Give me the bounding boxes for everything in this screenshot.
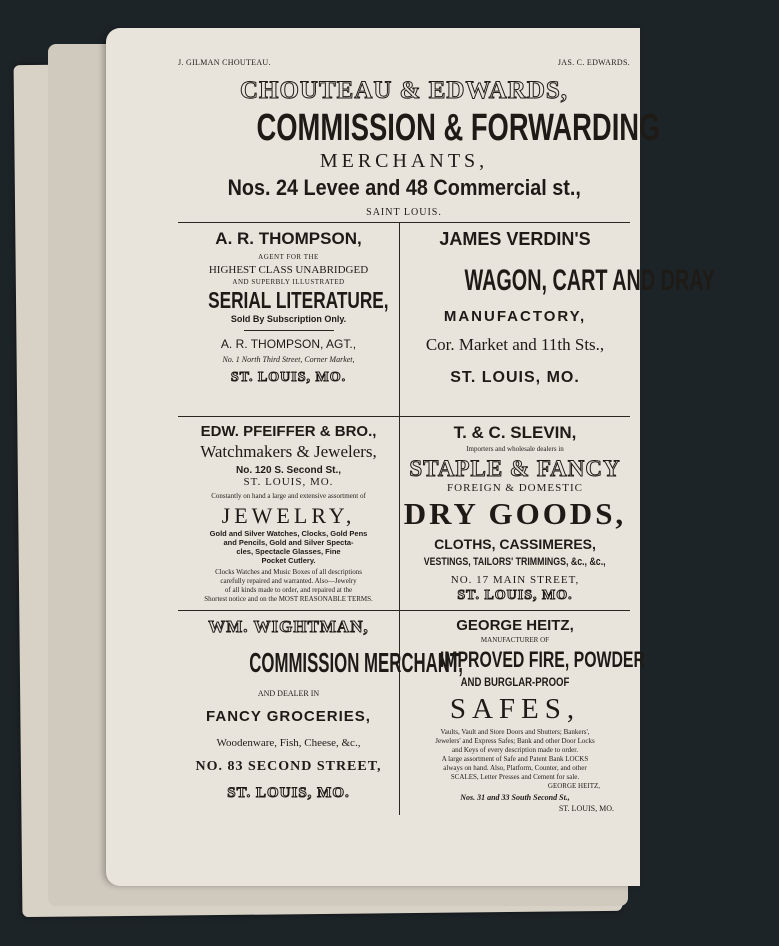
ad-thompson [178, 223, 400, 417]
pfeiffer-line5: Constantly on hand a large and extensive assortment of [211, 492, 366, 500]
pfeiffer-line6: JEWELRY, [221, 503, 356, 528]
slevin-line2: Importers and wholesale dealers in [466, 445, 564, 453]
slevin-line8: NO. 17 MAIN STREET, [450, 574, 580, 586]
slevin-line3: STAPLE & FANCY [409, 456, 621, 481]
heitz-line13: Nos. 31 and 33 South Second St., [460, 793, 570, 802]
heitz-line11: SCALES, Letter Presses and Cement for sale. [450, 773, 580, 781]
partner-left: J. GILMAN CHOUTEAU. [178, 58, 271, 67]
heitz-line4: AND BURGLAR-PROOF [460, 675, 570, 689]
thompson-name: A. R. THOMPSON, [215, 229, 362, 248]
slevin-line6: CLOTHS, CASSIMERES, [434, 536, 596, 552]
firm-name: CHOUTEAU & EDWARDS, [239, 77, 569, 104]
heitz-line2: MANUFACTURER OF [480, 636, 550, 644]
wightman-line7: ST. LOUIS, MO. [227, 785, 350, 801]
thompson-line2: HIGHEST CLASS UNABRIDGED [208, 264, 369, 276]
wightman-line6: NO. 83 SECOND STREET, [195, 759, 382, 774]
heitz-line3: IMPROVED FIRE, POWDER [439, 647, 645, 672]
ad-heitz [400, 611, 645, 815]
slevin-line4: FOREIGN & DOMESTIC [447, 482, 583, 494]
pfeiffer-line7: Gold and Silver Watches, Clocks, Gold Pens [209, 529, 368, 538]
heitz-line5: SAFES, [449, 693, 581, 725]
pfeiffer-line12: carefully repaired and warranted. Also—Jewelry [220, 577, 357, 585]
pfeiffer-line11: Clocks Watches and Music Boxes of all descriptions [215, 568, 362, 576]
heitz-line7: Jewelers' and Express Safes; Bank and other Door Locks [435, 737, 595, 745]
firm-business: COMMISSION & FORWARDING [256, 107, 661, 149]
firm-merchants: MERCHANTS, [319, 150, 489, 172]
ornament-rule [244, 330, 334, 331]
pfeiffer-line14: Shortest notice and on the MOST REASONABLE TERMS. [204, 595, 373, 603]
heitz-line1: GEORGE HEITZ, [456, 617, 574, 634]
thompson-line6: A. R. THOMPSON, AGT., [220, 337, 357, 351]
pfeiffer-line3: No. 120 S. Second St., [235, 465, 342, 476]
partner-right: JAS. C. EDWARDS. [557, 58, 630, 67]
thompson-line3: AND SUPERBLY ILLUSTRATED [232, 278, 345, 286]
ad-slevin [400, 417, 630, 611]
verdin-line3: MANUFACTORY, [443, 308, 587, 325]
advertisement-page [106, 28, 715, 886]
ad-wightman [178, 611, 463, 815]
heitz-line12: GEORGE HEITZ, [547, 782, 600, 790]
thompson-line8: ST. LOUIS, MO. [230, 370, 347, 385]
ad-grid [178, 223, 715, 815]
slevin-line5: DRY GOODS, [403, 496, 627, 531]
firm-city: SAINT LOUIS. [178, 207, 630, 223]
wightman-line4: FANCY GROCERIES, [206, 708, 371, 725]
page-content [178, 58, 715, 815]
slevin-line9: ST. LOUIS, MO. [457, 588, 573, 603]
heitz-line9: A large assortment of Safe and Patent Bank LOCKS [441, 755, 589, 763]
heitz-line10: always on hand. Also, Platform, Counter, and other [443, 764, 587, 772]
pfeiffer-line1: EDW. PFEIFFER & BRO., [200, 423, 377, 440]
ad-verdin [400, 223, 715, 417]
verdin-line2: WAGON, CART AND DRAY [464, 264, 715, 297]
heitz-line14: ST. LOUIS, MO. [558, 804, 614, 813]
wightman-line3: AND DEALER IN [257, 689, 320, 698]
pfeiffer-line8: and Pencils, Gold and Silver Specta- [223, 538, 354, 547]
ad-pfeiffer [178, 417, 400, 611]
partner-names [178, 58, 630, 67]
thompson-line7: No. 1 North Third Street, Corner Market, [222, 355, 355, 364]
thompson-line4: SERIAL LITERATURE, [208, 287, 389, 313]
pfeiffer-line2: Watchmakers & Jewelers, [200, 442, 377, 461]
pfeiffer-line9: cles, Spectacle Glasses, Fine [236, 547, 341, 556]
thompson-line1: AGENT FOR THE [258, 253, 319, 261]
verdin-line1: JAMES VERDIN'S [439, 229, 591, 249]
wightman-line5: Woodenware, Fish, Cheese, &c., [216, 737, 361, 749]
firm-address: Nos. 24 Levee and 48 Commercial st., [227, 175, 581, 200]
slevin-line7: VESTINGS, TAILORS' TRIMMINGS, &c., &c., [424, 556, 606, 568]
verdin-line4: Cor. Market and 11th Sts., [425, 335, 605, 354]
wightman-line1: WM. WIGHTMAN, [208, 617, 369, 636]
pfeiffer-line4: ST. LOUIS, MO. [243, 476, 334, 488]
pfeiffer-line13: of all kinds made to order, and repaired at the [224, 586, 353, 594]
pfeiffer-line10: Pocket Cutlery. [261, 556, 316, 565]
thompson-line5: Sold By Subscription Only. [230, 314, 347, 324]
wightman-line2: COMMISSION MERCHANT, [249, 647, 463, 678]
heitz-line6: Vaults, Vault and Store Doors and Shutters; Bankers', [440, 728, 590, 736]
verdin-line5: ST. LOUIS, MO. [450, 369, 580, 386]
slevin-line1: T. & C. SLEVIN, [453, 423, 577, 442]
heitz-line8: and Keys of every description made to order. [452, 746, 578, 754]
